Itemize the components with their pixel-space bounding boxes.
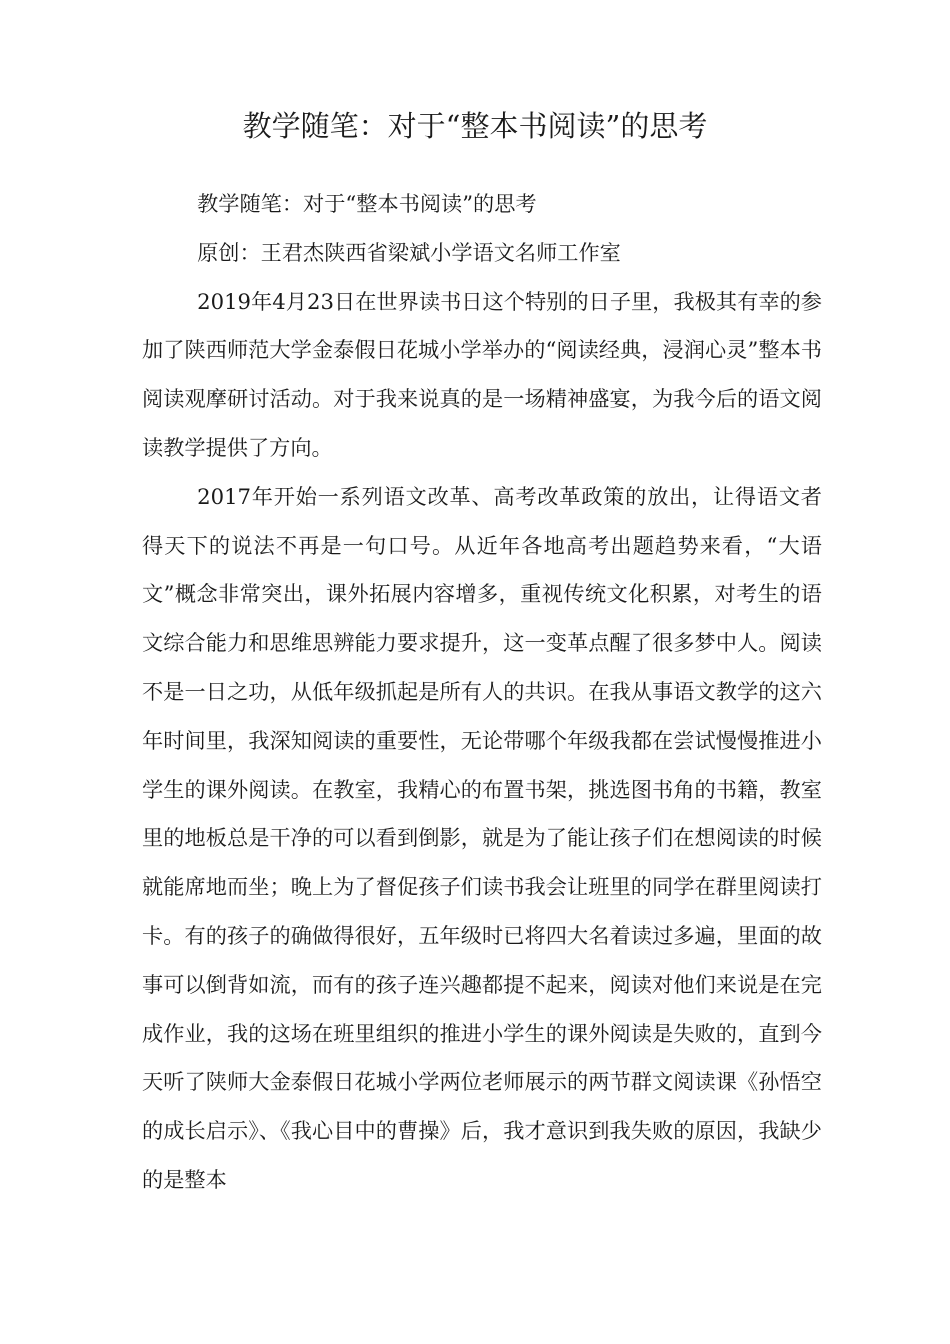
paragraph-2: 2017年开始一系列语文改革、高考改革政策的放出，让得语文者得天下的说法不再是一句口号。从近年各地高考出题趋势来看，“大语文”概念非常突出，课外拓展内容增多，重视传统文化积累，对考生的语文综合能力和思维思辨能力要求提升，这一变革点醒了很多梦中人。阅读不是一日之功，从低年级抓起是所有人的共识。在我从事语文教学的这六年时间里，我深知阅读的重要性，无论带哪个年级我都在尝试慢慢推进小学生的课外阅读。在教室，我精心的布置书架，挑选图书角的书籍，教室里的地板总是干净的可以看到倒影，就是为了能让孩子们在想阅读的时候就能席地而坐；晚上为了督促孩子们读书我会让班里的同学在群里阅读打卡。有的孩子的确做得很好，五年级时已将四大名着读过多遍，里面的故事可以倒背如流，而有的孩子连兴趣都提不起来，阅读对他们来说是在完成作业，我的这场在班里组织的推进小学生的课外阅读是失败的，直到今天听了陕师大金泰假日花城小学两位老师展示的两节群文阅读课《孙悟空的成长启示》、《我心目中的曹操》后，我才意识到我失败的原因，我缺少的是整本: [142, 483, 822, 1192]
paragraph-subtitle: 教学随笔：对于“整本书阅读”的思考: [197, 191, 537, 216]
paragraph-author: 原创：王君杰陕西省梁斌小学语文名师工作室: [197, 239, 621, 265]
paragraph-1: 2019年4月23日在世界读书日这个特别的日子里，我极其有幸的参加了陕西师范大学金泰假日花城小学举办的“阅读经典，浸润心灵”整本书阅读观摩研讨活动。对于我来说真的是一场精神盛宴，为我今后的语文阅读教学提供了方向。: [142, 288, 822, 460]
document-body: [142, 180, 822, 1205]
document-title: 教学随笔：对于“整本书阅读”的思考: [242, 109, 708, 143]
